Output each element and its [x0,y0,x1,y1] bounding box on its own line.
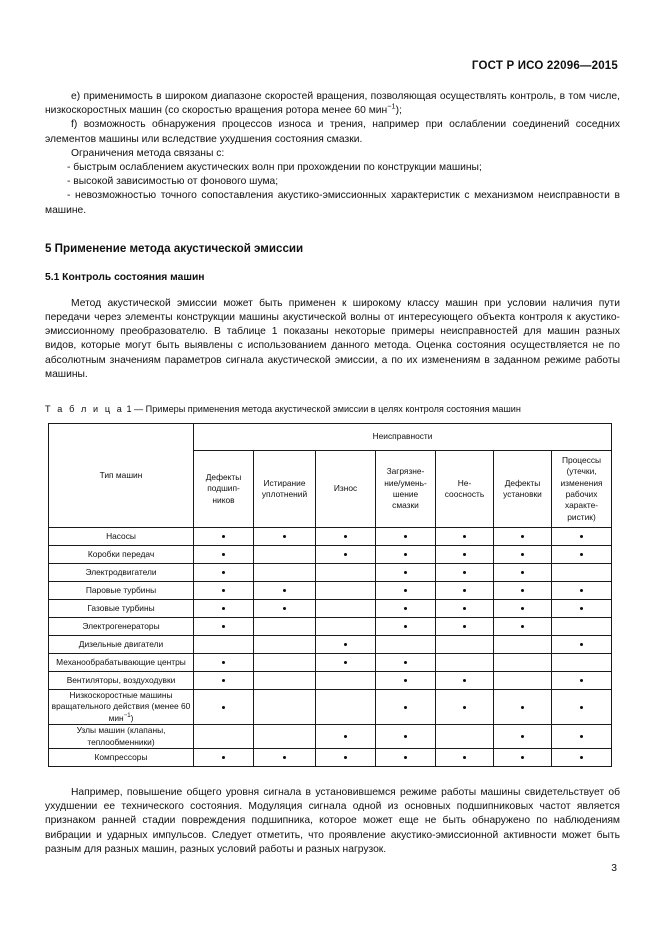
page-content [45,90,620,857]
table-cell-fault-empty [436,725,494,749]
table-cell-fault-marked [376,749,436,767]
table-header-process-changes: Процессы (утечки, изменения рабочих характе-ристик) [552,451,612,528]
table-cell-fault-empty [316,582,376,600]
table-cell-fault-marked [552,582,612,600]
table-cell-fault-empty [376,636,436,654]
bullet-marker-icon [344,661,347,664]
table-cell-fault-empty [552,618,612,636]
table-cell-fault-marked [194,749,254,767]
table-cell-fault-marked [494,546,552,564]
table-cell-fault-marked [552,672,612,690]
table-cell-machine-type: Вентиляторы, воздуходувки [49,672,194,690]
table-header-wear: Износ [316,451,376,528]
table-cell-fault-marked [436,600,494,618]
bullet-marker-icon [404,706,407,709]
bullet-marker-icon [222,571,225,574]
table-cell-fault-marked [194,672,254,690]
section-5-1-heading: 5.1 Контроль состояния машин [45,271,205,283]
bullet-marker-icon [463,679,466,682]
bullet-marker-icon [463,571,466,574]
table-cell-fault-marked [376,564,436,582]
bullet-marker-icon [580,607,583,610]
bullet-marker-icon [521,535,524,538]
table-cell-fault-empty [494,672,552,690]
table-row [49,749,612,767]
table-cell-fault-empty [254,690,316,725]
table-cell-fault-marked [194,528,254,546]
bullet-marker-icon [344,643,347,646]
table-cell-fault-empty [316,564,376,582]
table-cell-machine-type: Электрогенераторы [49,618,194,636]
bullet-marker-icon [404,679,407,682]
table-cell-machine-type: Низкоскоростные машины вращательного действия (менее 60 мин$^{-1}$) [49,690,194,725]
table-row [49,618,612,636]
bullet-marker-icon [222,535,225,538]
bullet-marker-icon [463,553,466,556]
page-header: ГОСТ Р ИСО 22096—2015 [471,60,618,72]
bullet-marker-icon [344,756,347,759]
table-cell-machine-type: Узлы машин (клапаны, теплообменники) [49,725,194,749]
table-cell-fault-marked [376,725,436,749]
table-cell-fault-empty [436,654,494,672]
table-cell-fault-marked [552,528,612,546]
bullet-marker-icon [521,553,524,556]
bullet-marker-icon [463,756,466,759]
bullet-marker-icon [404,607,407,610]
table-cell-fault-marked [376,618,436,636]
table-cell-fault-empty [552,654,612,672]
bullet-marker-icon [404,735,407,738]
table-cell-fault-marked [552,546,612,564]
table-cell-fault-empty [316,690,376,725]
bullet-marker-icon [580,643,583,646]
table-1-machine-fault-matrix [48,423,612,767]
table-cell-fault-marked [494,582,552,600]
table-cell-fault-marked [194,564,254,582]
bullet-marker-icon [344,535,347,538]
table-cell-fault-marked [376,672,436,690]
table-row [49,600,612,618]
table-cell-machine-type: Механообрабатывающие центры [49,654,194,672]
table-cell-fault-empty [254,564,316,582]
table-cell-fault-empty [194,636,254,654]
table-cell-fault-empty [552,564,612,582]
table-cell-machine-type: Насосы [49,528,194,546]
table-row [49,528,612,546]
table-cell-fault-marked [376,546,436,564]
table-cell-fault-marked [376,528,436,546]
bullet-marker-icon [344,553,347,556]
table-cell-fault-marked [552,749,612,767]
table-row [49,725,612,749]
table-cell-fault-marked [494,528,552,546]
table-caption-label: Т а б л и ц а [45,404,124,415]
bullet-marker-icon [222,706,225,709]
table-cell-fault-marked [494,600,552,618]
table-cell-fault-marked [316,654,376,672]
machine-type-exponent: −1 [123,713,131,720]
table-head [49,424,612,528]
bullet-marker-icon [463,607,466,610]
table-cell-fault-marked [194,618,254,636]
table-cell-fault-marked [194,690,254,725]
bullet-marker-icon [580,535,583,538]
table-cell-fault-marked [494,618,552,636]
limit-item-1: - быстрым ослаблением акустических волн при прохождении по конструкции машины; [67,162,482,174]
bullet-marker-icon [580,735,583,738]
table-cell-fault-marked [552,636,612,654]
bullet-marker-icon [404,756,407,759]
intro-item-f: f) возможность обнаружения процессов износа и трения, например при ослаблении соединений соседних элементов машины или вследствие ухудшения состояния смазки. [45,119,620,145]
table-cell-fault-marked [254,600,316,618]
table-cell-fault-marked [436,618,494,636]
table-cell-fault-marked [316,725,376,749]
table-cell-fault-marked [254,582,316,600]
table-cell-fault-marked [376,600,436,618]
bullet-marker-icon [283,756,286,759]
table-cell-fault-marked [316,546,376,564]
intro-item-e [45,90,620,118]
table-cell-fault-marked [436,564,494,582]
bullet-marker-icon [521,571,524,574]
table-cell-fault-marked [494,749,552,767]
table-cell-fault-empty [316,672,376,690]
table-row [49,582,612,600]
table-cell-machine-type: Газовые турбины [49,600,194,618]
table-cell-fault-marked [254,528,316,546]
bullet-marker-icon [580,679,583,682]
table-header-misalignment: Не-соосность [436,451,494,528]
bullet-marker-icon [521,625,524,628]
bullet-marker-icon [463,625,466,628]
table-cell-fault-empty [254,618,316,636]
table-cell-fault-empty [254,636,316,654]
table-caption-text: 1 — Примеры применения метода акустической эмиссии в целях контроля состояния машин [126,404,521,415]
section-5-heading: 5 Применение метода акустической эмиссии [45,241,304,255]
table-cell-machine-type: Компрессоры [49,749,194,767]
table-cell-fault-marked [494,725,552,749]
bullet-marker-icon [404,625,407,628]
intro-item-e-text: е) применимость в широком диапазоне скоростей вращения, позволяющая осуществлять контроль, в том числе, низкоскоростных машин (со скоростью вращения ротора менее 60 мин [45,91,620,117]
bullet-marker-icon [222,607,225,610]
table-header-faults-group: Неисправности [194,424,612,451]
table-cell-fault-empty [254,725,316,749]
bullet-marker-icon [463,589,466,592]
table-cell-fault-marked [552,600,612,618]
bullet-marker-icon [580,706,583,709]
bullet-marker-icon [580,589,583,592]
section-5-1-paragraph-2: Например, повышение общего уровня сигнала в установившемся режиме работы машины свидетельствует об ухудшении ее технического состояния. Модуляция сигнала одной из основных подшипниковых частот является признаком ранней стадии повреждения подшипника, которое может еще не быть обнаружено по наблюдениям вибрации и ударных импульсов. Следует отметить, что проявление акустико-эмиссионной активности может быть разным для разных машин, разных условий работы и разных нагрузок. [45,787,620,855]
bullet-marker-icon [283,589,286,592]
bullet-marker-icon [222,625,225,628]
table-header-seal-abrasion: Истирание уплотнений [254,451,316,528]
table-header-installation-defects: Дефекты установки [494,451,552,528]
table-cell-fault-marked [436,546,494,564]
bullet-marker-icon [404,571,407,574]
bullet-marker-icon [521,706,524,709]
table-cell-fault-empty [316,618,376,636]
table-cell-fault-marked [376,690,436,725]
limit-item-2: - высокой зависимостью от фонового шума; [67,176,279,188]
table-row [49,564,612,582]
table-cell-machine-type: Паровые турбины [49,582,194,600]
table-cell-fault-marked [194,582,254,600]
table-cell-fault-marked [494,564,552,582]
bullet-marker-icon [521,607,524,610]
table-cell-fault-marked [316,636,376,654]
table-cell-fault-marked [436,672,494,690]
bullet-marker-icon [222,661,225,664]
bullet-marker-icon [463,535,466,538]
bullet-marker-icon [283,607,286,610]
intro-item-e-exponent: −1 [387,101,396,111]
limits-lead-in: Ограничения метода связаны с: [71,147,225,159]
table-header-machine-type: Тип машин [49,424,194,528]
bullet-marker-icon [463,706,466,709]
bullet-marker-icon [404,589,407,592]
table-cell-fault-marked [436,749,494,767]
limit-item-3: - невозможностью точного сопоставления акустико-эмиссионных характеристик с механизмом неисправности в машине. [45,190,620,216]
table-row [49,654,612,672]
table-cell-fault-marked [194,546,254,564]
bullet-marker-icon [404,535,407,538]
table-cell-fault-marked [194,654,254,672]
table-body [49,528,612,767]
bullet-marker-icon [521,589,524,592]
bullet-marker-icon [580,756,583,759]
bullet-marker-icon [580,553,583,556]
bullet-marker-icon [344,735,347,738]
bullet-marker-icon [222,756,225,759]
table-cell-fault-empty [316,600,376,618]
bullet-marker-icon [404,553,407,556]
table-cell-fault-empty [254,546,316,564]
bullet-marker-icon [521,735,524,738]
table-cell-fault-marked [316,749,376,767]
table-cell-fault-marked [376,654,436,672]
table-cell-fault-empty [254,672,316,690]
table-cell-fault-marked [436,528,494,546]
bullet-marker-icon [283,535,286,538]
table-group-header-row [49,424,612,451]
bullet-marker-icon [222,679,225,682]
table-cell-fault-marked [552,690,612,725]
section-5-1-paragraph-1: Метод акустической эмиссии может быть применен к широкому классу машин при условии наличия пути передачи через элементы конструкции машины акустической волны от интересующего объекта контроля к акустико-эмиссионному преобразователю. В таблице 1 показаны некоторые примеры неисправностей для машин разных видов, которые могут быть выявлены с использованием данного метода. Оценка состояния осуществляется не по абсолютным значениям параметров сигнала акустической эмиссии, а по их изменениям в заданном режиме работы машины. [45,297,620,380]
table-cell-fault-marked [436,690,494,725]
table-cell-fault-marked [254,749,316,767]
bullet-marker-icon [222,553,225,556]
table-header-lubricant-contamination: Загрязне-ние/умень-шение смазки [376,451,436,528]
intro-item-e-tail: ); [395,105,402,117]
table-row [49,690,612,725]
table-row [49,672,612,690]
table-cell-fault-empty [436,636,494,654]
page-number: 3 [611,863,617,874]
table-cell-machine-type: Коробки передач [49,546,194,564]
table-cell-fault-empty [194,725,254,749]
table-row [49,636,612,654]
table-cell-fault-marked [376,582,436,600]
table-1-caption [45,404,620,414]
table-cell-machine-type: Электродвигатели [49,564,194,582]
table-cell-fault-empty [494,636,552,654]
table-cell-fault-marked [552,725,612,749]
table-row [49,546,612,564]
table-cell-fault-marked [316,528,376,546]
bullet-marker-icon [404,661,407,664]
bullet-marker-icon [521,756,524,759]
table-header-bearing-defects: Дефекты подшип-ников [194,451,254,528]
table-cell-fault-marked [494,690,552,725]
table-cell-machine-type: Дизельные двигатели [49,636,194,654]
table-cell-fault-marked [436,582,494,600]
table-cell-fault-empty [254,654,316,672]
bullet-marker-icon [222,589,225,592]
table-cell-fault-empty [494,654,552,672]
table-cell-fault-marked [194,600,254,618]
